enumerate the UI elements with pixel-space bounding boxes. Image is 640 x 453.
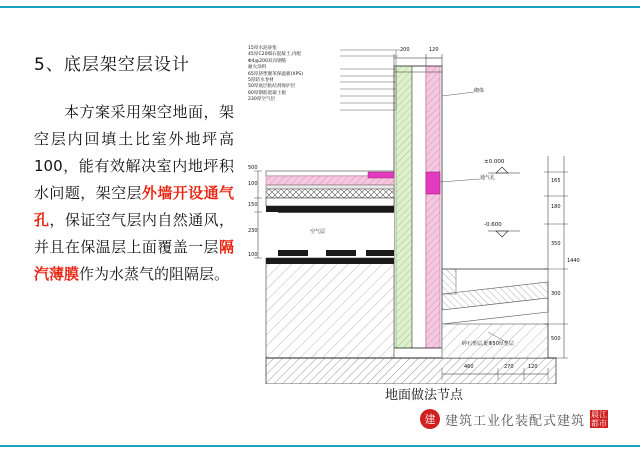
dim-right-165: 165 <box>551 178 561 184</box>
dim-left-100: 100 <box>248 181 258 187</box>
dim-right-1440: 1440 <box>567 258 580 264</box>
dim-left-500: 500 <box>248 165 258 171</box>
annotation-item: 230厚空气层 <box>248 97 276 103</box>
layer-annotation-list <box>248 46 340 104</box>
top-divider <box>0 6 640 8</box>
annotation-item: 15厚水泥砂浆 <box>248 46 277 51</box>
body-part-2: ，保证空气层内自然通风，并且在保温层上面覆盖一层 <box>34 211 234 256</box>
vent-label: 通气孔 <box>480 175 496 181</box>
brand-logo <box>420 409 608 429</box>
section-title: 5、底层架空层设计 <box>34 55 190 75</box>
annotation-item: 5厚防水卷材 <box>248 78 274 84</box>
dim-right-500: 500 <box>551 336 561 342</box>
dim-top-200: 200 <box>400 47 410 53</box>
bottom-divider <box>0 445 640 447</box>
level-minus-600: -0.600 <box>484 222 502 228</box>
dim-left-100-b: 100 <box>248 252 258 258</box>
dim-right-180: 180 <box>551 204 561 210</box>
annotation-item: 耐火涂料 <box>248 65 267 71</box>
text-column <box>34 50 234 288</box>
section-body <box>34 99 234 288</box>
dim-left-230: 230 <box>248 228 258 234</box>
level-zero: ±0.000 <box>484 159 505 165</box>
annotation-item: 65厚挤塑聚苯保温板(XPS) <box>248 71 304 77</box>
dim-bottom-270: 270 <box>504 364 514 370</box>
body-part-1: 本方案采用架空地面，架空层内回填土比室外地坪高100，能有效解决室内地坪积水问题，架空层 <box>34 103 234 202</box>
dim-right-300: 300 <box>551 291 561 297</box>
annotation-item: Φ4@200双向钢筋 <box>248 58 287 64</box>
drawing-caption: 地面做法节点 <box>384 388 463 403</box>
construction-detail-drawing <box>248 36 600 384</box>
body-part-3: 作为水蒸气的阻隔层。 <box>79 265 230 283</box>
dim-bottom-460: 460 <box>464 364 474 370</box>
dim-bottom-120: 120 <box>528 364 538 370</box>
wall-note-label: 砌体 <box>474 88 485 94</box>
dim-right-350: 350 <box>551 241 561 247</box>
brand-circle-icon: 建 <box>420 409 440 429</box>
air-cavity-label: 空气层 <box>310 229 326 235</box>
dim-left-150: 150 <box>248 202 258 208</box>
annotation-item: 50厚底层粘结剂保护层 <box>248 84 296 90</box>
highlight-vapor-film: 隔汽薄膜 <box>34 238 234 283</box>
brand-mark-icon: 晨江 都市 <box>591 410 608 428</box>
footer-bar <box>0 409 640 435</box>
dim-top-120: 120 <box>429 47 439 53</box>
footing-note-label: 碎石垫层,配Φ50厚垫层 <box>462 341 514 347</box>
annotation-item: 45厚C20细石混凝土,内配 <box>248 52 302 58</box>
brand-text: 建筑工业化装配式建筑 <box>445 413 586 429</box>
annotation-item: 60厚钢筋混凝土板 <box>248 90 287 96</box>
highlight-wall-vent: 外墙开设通气孔 <box>34 184 234 229</box>
